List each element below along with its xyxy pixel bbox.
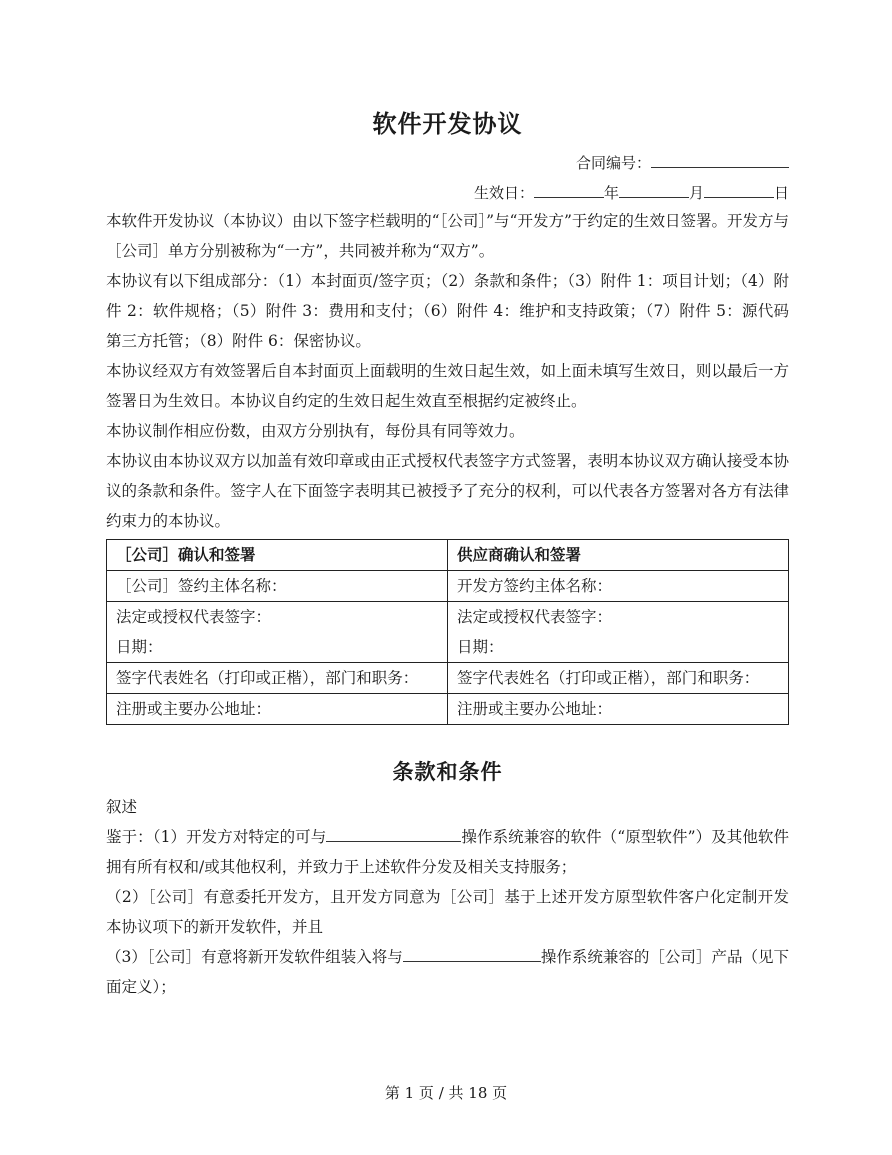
intro-paragraph-copies: 本协议制作相应份数，由双方分别执有，每份具有同等效力。 bbox=[106, 422, 525, 440]
os-blank-1 bbox=[326, 827, 461, 842]
signature-table-header-row bbox=[107, 540, 789, 571]
recital-3 bbox=[106, 942, 789, 1002]
recital-2: （2）［公司］有意委托开发方，且开发方同意为［公司］基于上述开发方原型软件客户化定制开发本协议项下的新开发软件，并且 bbox=[106, 888, 789, 936]
company-entity-name-cell: ［公司］签约主体名称： bbox=[107, 571, 448, 602]
company-representative-name-cell: 签字代表姓名（打印或正楷），部门和职务： bbox=[107, 663, 448, 694]
supplier-signature-header: 供应商确认和签署 bbox=[448, 540, 789, 571]
os-blank-2 bbox=[403, 947, 541, 962]
recital-3-end: 操作系统兼容的［公司］产品（见下面定义）； bbox=[106, 948, 789, 996]
intro-paragraph-effectiveness: 本协议经双方有效签署后自本封面页上面载明的生效日起生效，如上面未填写生效日，则以最后一方签署日为生效日。本协议自约定的生效日起生效直至根据约定被终止。 bbox=[106, 362, 789, 410]
developer-sign-label: 法定或授权代表签字： bbox=[457, 608, 613, 626]
signature-table bbox=[106, 539, 789, 725]
month-label: 月 bbox=[688, 184, 704, 202]
intro-paragraph-components: 本协议有以下组成部分：（1）本封面页/签字页；（2）条款和条件；（3）附件 1：项目计划；（4）附件 2：软件规格；（5）附件 3：费用和支付；（6）附件 4：维护和支持政策；（7）附件 5：源代码第三方托管；（8）附件 6：保密协议。 bbox=[106, 272, 789, 350]
recital-1 bbox=[106, 822, 789, 882]
year-blank bbox=[534, 183, 604, 198]
effective-date-label: 生效日： bbox=[473, 184, 534, 202]
contract-number-line bbox=[576, 152, 789, 173]
company-sign-label: 法定或授权代表签字： bbox=[116, 608, 272, 626]
effective-date-line bbox=[474, 182, 789, 203]
recital-1-end: 操作系统兼容的软件（“原型软件”）及其他软件拥有所有权和/或其他权利，并致力于上述软件分发及相关支持服务； bbox=[106, 828, 789, 876]
developer-representative-name-cell: 签字代表姓名（打印或正楷），部门和职务： bbox=[448, 663, 789, 694]
day-label: 日 bbox=[773, 184, 789, 202]
recital-3-start: （3）［公司］有意将新开发软件组装入将与 bbox=[106, 948, 403, 966]
company-signature-cell bbox=[107, 602, 448, 663]
developer-signature-cell bbox=[448, 602, 789, 663]
company-address-cell: 注册或主要办公地址： bbox=[107, 694, 448, 725]
company-date-label: 日期： bbox=[116, 638, 163, 656]
contract-number-label: 合同编号： bbox=[575, 154, 651, 172]
developer-date-label: 日期： bbox=[457, 638, 504, 656]
recitals-section bbox=[106, 792, 789, 1002]
signature-table-row bbox=[107, 602, 789, 663]
intro-paragraph-execution: 本协议由本协议双方以加盖有效印章或由正式授权代表签字方式签署，表明本协议双方确认接受本协议的条款和条件。签字人在下面签字表明其已被授予了充分的权利，可以代表各方签署对各方有法律约束力的本协议。 bbox=[106, 452, 789, 530]
signature-table-row bbox=[107, 694, 789, 725]
document-title: 软件开发协议 bbox=[372, 109, 523, 138]
year-label: 年 bbox=[603, 184, 619, 202]
terms-section-title: 条款和条件 bbox=[392, 759, 503, 784]
intro-paragraph-parties: 本软件开发协议（本协议）由以下签字栏载明的“［公司］”与“开发方”于约定的生效日签署。开发方与［公司］单方分别被称为“一方”，共同被并称为“双方”。 bbox=[106, 212, 789, 260]
signature-table-row bbox=[107, 663, 789, 694]
intro-section bbox=[106, 206, 789, 536]
signature-table-row bbox=[107, 571, 789, 602]
contract-number-blank bbox=[651, 153, 789, 168]
page-footer: 第 1 页 / 共 18 页 bbox=[384, 1084, 508, 1102]
developer-entity-name-cell: 开发方签约主体名称： bbox=[448, 571, 789, 602]
day-blank bbox=[704, 183, 774, 198]
recital-1-start: 鉴于：（1）开发方对特定的可与 bbox=[106, 828, 327, 846]
developer-address-cell: 注册或主要办公地址： bbox=[448, 694, 789, 725]
company-signature-header: ［公司］确认和签署 bbox=[107, 540, 448, 571]
month-blank bbox=[619, 183, 689, 198]
recitals-heading: 叙述 bbox=[106, 798, 138, 816]
